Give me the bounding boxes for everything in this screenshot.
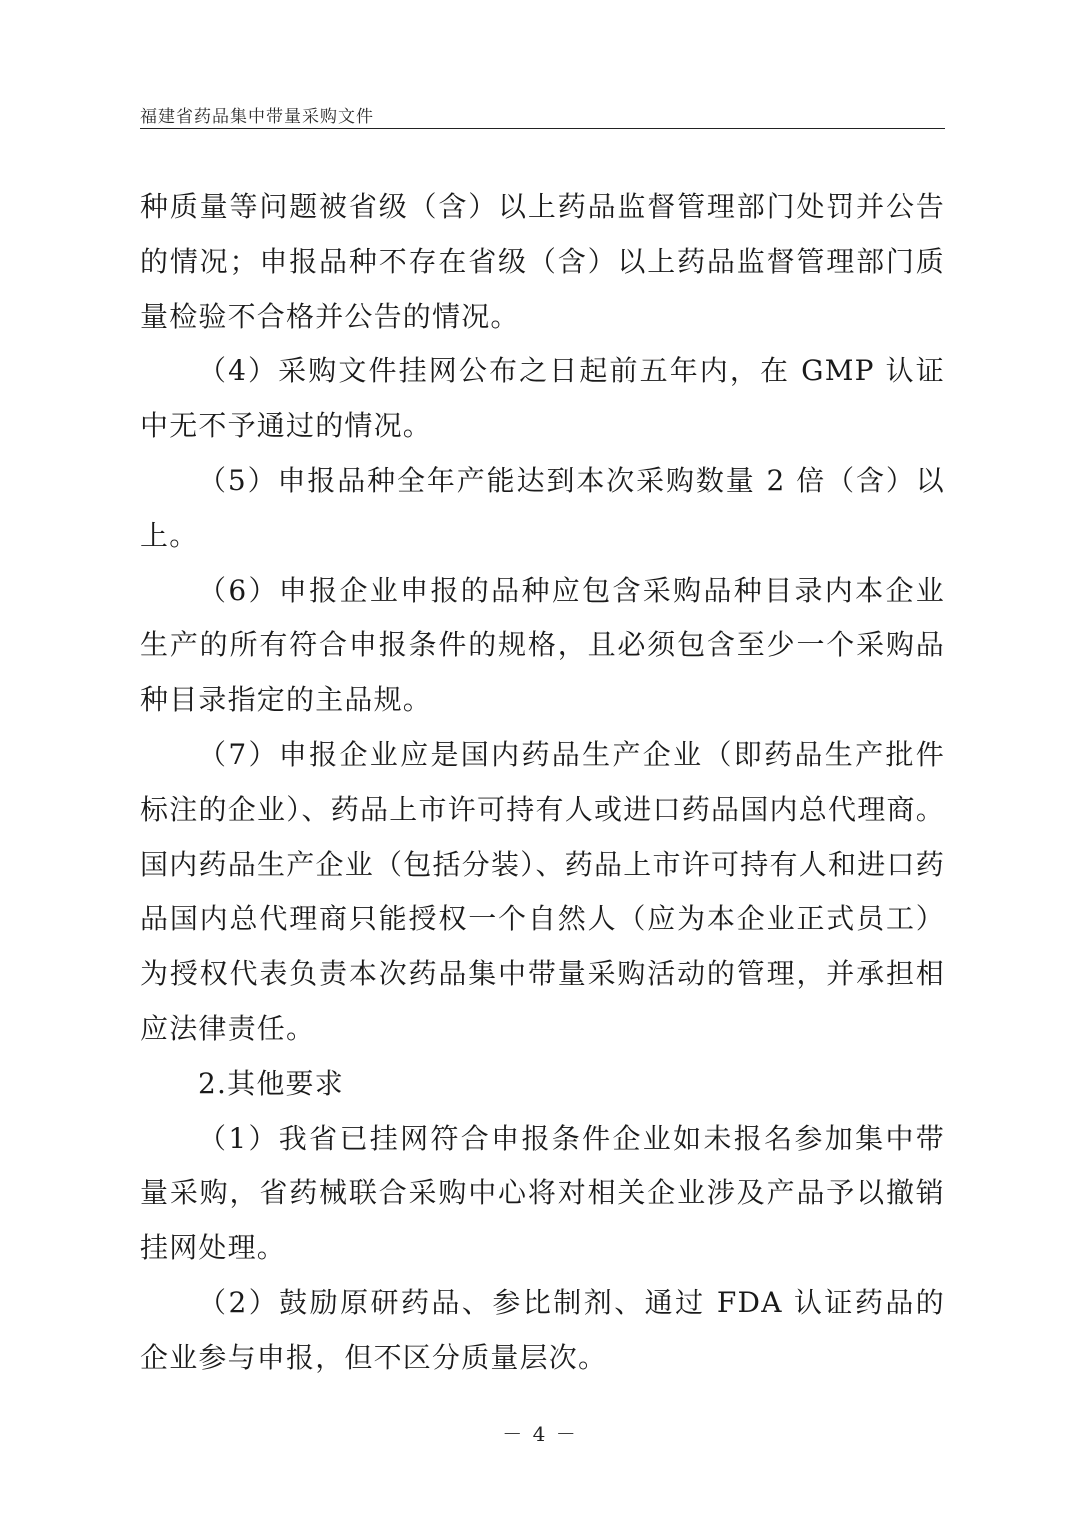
header-divider bbox=[140, 128, 945, 129]
paragraph-other-1: （1）我省已挂网符合申报条件企业如未报名参加集中带量采购，省药械联合采购中心将对相关企业涉及产品予以撤销挂网处理。 bbox=[140, 1121, 945, 1265]
paragraph-item-6: （6）申报企业申报的品种应包含采购品种目录内本企业生产的所有符合申报条件的规格，且必须包含至少一个采购品种目录指定的主品规。 bbox=[140, 573, 945, 717]
section-heading-other-requirements: 2.其他要求 bbox=[198, 1066, 344, 1100]
page-number: － 4 － bbox=[502, 1422, 578, 1446]
paragraph-item-5: （5）申报品种全年产能达到本次采购数量 2 倍（含）以上。 bbox=[140, 463, 945, 552]
paragraph-item-4: （4）采购文件挂网公布之日起前五年内，在 GMP 认证中无不予通过的情况。 bbox=[140, 354, 945, 443]
document-body bbox=[140, 180, 945, 1386]
paragraph-continuation: 种质量等问题被省级（含）以上药品监督管理部门处罚并公告的情况；申报品种不存在省级（含）以上药品监督管理部门质量检验不合格并公告的情况。 bbox=[140, 190, 945, 333]
paragraph-other-2: （2）鼓励原研药品、参比制剂、通过 FDA 认证药品的企业参与申报，但不区分质量层次。 bbox=[140, 1285, 945, 1374]
document-header-title: 福建省药品集中带量采购文件 bbox=[140, 107, 374, 127]
paragraph-item-7: （7）申报企业应是国内药品生产企业（即药品生产批件标注的企业）、药品上市许可持有人或进口药品国内总代理商。国内药品生产企业（包括分装）、药品上市许可持有人和进口药品国内总代理商只能授权一个自然人（应为本企业正式员工）为授权代表负责本次药品集中带量采购活动的管理，并承担相应法律责任。 bbox=[140, 737, 945, 1045]
